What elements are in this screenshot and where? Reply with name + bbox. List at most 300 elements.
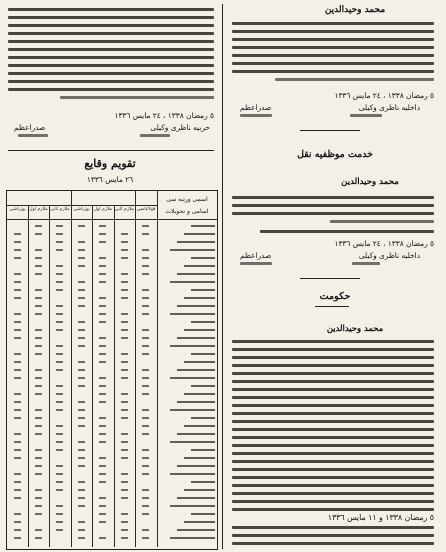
table-cell [14, 473, 21, 475]
table-cell [56, 489, 63, 491]
table-header-cell: ملازم ثانى [50, 207, 70, 212]
table-col-divider [135, 191, 136, 547]
table-cell [14, 537, 21, 539]
table-cell [56, 473, 63, 475]
table-cell [56, 329, 63, 331]
table-cell [78, 481, 85, 483]
table-cell [35, 337, 42, 339]
table-cell [142, 289, 149, 291]
table-cell [78, 441, 85, 443]
table-cell [142, 297, 149, 299]
row-label [177, 401, 215, 403]
table-cell [56, 321, 63, 323]
table-cell [121, 417, 128, 419]
table-label-header: اسمى ورتبه سى [166, 196, 208, 203]
table-cell [56, 433, 63, 435]
body-line [232, 492, 434, 495]
body-line [232, 372, 434, 375]
row-label [170, 249, 215, 251]
decree-1-signer-right: داخليه ناظرى وكيلى [358, 103, 420, 112]
table-cell [78, 297, 85, 299]
table-col-divider [92, 205, 93, 547]
body-line [232, 412, 434, 415]
table-cell [99, 281, 106, 283]
table-cell [14, 281, 21, 283]
row-label [191, 225, 215, 227]
table-cell [99, 441, 106, 443]
table-cell [99, 361, 106, 363]
row-label [177, 273, 215, 275]
row-label [184, 265, 215, 267]
table-cell [99, 393, 106, 395]
body-line [232, 420, 434, 423]
body-line [232, 54, 434, 57]
table-cell [56, 513, 63, 515]
table-cell [14, 313, 21, 315]
row-label [170, 537, 215, 539]
table-cell [142, 313, 149, 315]
body-line [8, 32, 214, 35]
table-cell [99, 385, 106, 387]
table-cell [78, 241, 85, 243]
table-cell [35, 369, 42, 371]
table-cell [14, 401, 21, 403]
table-header-cell: ملازم اول [29, 207, 48, 212]
table-cell [78, 521, 85, 523]
table-cell [142, 489, 149, 491]
table-cell [78, 409, 85, 411]
body-line [232, 46, 434, 49]
decree-1-signer-left: صدراعظم [240, 103, 272, 112]
table-cell [99, 497, 106, 499]
table-cell [35, 473, 42, 475]
body-line [232, 460, 434, 463]
table-cell [56, 521, 63, 523]
row-label [184, 393, 215, 395]
decree-top-signer-right: حربيه ناظرى وكيلى [150, 123, 210, 132]
body-line [275, 78, 434, 81]
table-cell [14, 449, 21, 451]
row-label [170, 377, 215, 379]
table-cell [99, 257, 106, 259]
body-line [232, 70, 434, 73]
table-cell [35, 417, 42, 419]
table-col-divider [114, 205, 115, 547]
table-cell [56, 345, 63, 347]
row-label [191, 385, 215, 387]
table-cell [35, 313, 42, 315]
table-cell [35, 305, 42, 307]
table-cell [142, 329, 149, 331]
body-line [232, 364, 434, 367]
body-line [232, 436, 434, 439]
table-cell [56, 265, 63, 267]
table-cell [121, 313, 128, 315]
table-cell [142, 345, 149, 347]
table-cell [99, 353, 106, 355]
table-cell [121, 409, 128, 411]
table-cell [78, 361, 85, 363]
table-cell [99, 521, 106, 523]
signer-name [18, 134, 48, 137]
table-col-divider [157, 191, 158, 547]
body-line [8, 24, 214, 27]
row-label [191, 449, 215, 451]
table-cell [121, 273, 128, 275]
table-cell [14, 433, 21, 435]
table-cell [142, 265, 149, 267]
row-label [170, 313, 215, 315]
decree-3-date-fragment: ٥ رمضان ١٣٣٨ و ١١ مايس ١٣٣٦ [327, 513, 434, 522]
table-cell [142, 385, 149, 387]
body-line [232, 196, 434, 199]
table-cell [14, 377, 21, 379]
table-cell [56, 313, 63, 315]
table-cell [14, 521, 21, 523]
table-cell [35, 249, 42, 251]
body-line [232, 508, 434, 511]
table-cell [35, 409, 42, 411]
table-cell [35, 289, 42, 291]
table-cell [14, 249, 21, 251]
table-cell [142, 465, 149, 467]
table-cell [78, 537, 85, 539]
table-cell [56, 449, 63, 451]
table-cell [121, 521, 128, 523]
masthead-title: تقويم وقايع [84, 157, 136, 170]
statistics-table [6, 190, 218, 550]
table-cell [56, 289, 63, 291]
table-cell [56, 401, 63, 403]
table-cell [78, 457, 85, 459]
table-cell [35, 513, 42, 515]
table-cell [142, 305, 149, 307]
table-cell [56, 369, 63, 371]
table-cell [14, 409, 21, 411]
table-cell [35, 489, 42, 491]
table-cell [56, 393, 63, 395]
table-cell [121, 393, 128, 395]
row-label [191, 321, 215, 323]
table-subheader: اسامى و تحويلات [165, 208, 209, 215]
table-cell [35, 353, 42, 355]
table-cell [142, 497, 149, 499]
table-cell [14, 289, 21, 291]
table-cell [56, 241, 63, 243]
table-cell [78, 465, 85, 467]
table-cell [78, 417, 85, 419]
body-line [232, 468, 434, 471]
table-header-cell: ملازم اول [93, 207, 113, 212]
table-cell [78, 321, 85, 323]
body-line [232, 542, 434, 545]
table-cell [99, 241, 106, 243]
table-cell [99, 297, 106, 299]
table-cell [56, 273, 63, 275]
table-cell [35, 537, 42, 539]
body-line [8, 40, 214, 43]
table-cell [56, 249, 63, 251]
heading-underline [315, 306, 349, 307]
table-cell [99, 313, 106, 315]
table-cell [142, 417, 149, 419]
table-cell [99, 337, 106, 339]
body-line [232, 212, 434, 215]
body-line [8, 56, 214, 59]
body-line [232, 500, 434, 503]
table-cell [121, 249, 128, 251]
body-line [232, 526, 434, 529]
table-cell [99, 233, 106, 235]
table-cell [78, 265, 85, 267]
table-cell [14, 329, 21, 331]
decree-1-date: ٥ رمضان ١٣٣٨ ، ٢٤ مايس ١٣٣٦ [334, 91, 434, 100]
body-line [232, 22, 434, 25]
table-cell [35, 257, 42, 259]
table-cell [121, 489, 128, 491]
table-cell [14, 353, 21, 355]
body-line [232, 348, 434, 351]
decree-3-signature: محمد وحيدالدين [326, 323, 384, 333]
body-line [8, 80, 214, 83]
table-cell [121, 441, 128, 443]
row-label [177, 497, 215, 499]
table-cell [35, 505, 42, 507]
table-cell [78, 425, 85, 427]
table-cell [99, 537, 106, 539]
table-cell [14, 497, 21, 499]
body-line [232, 444, 434, 447]
row-label [177, 529, 215, 531]
row-label [184, 361, 215, 363]
table-cell [99, 417, 106, 419]
table-cell [142, 425, 149, 427]
table-cell [99, 473, 106, 475]
table-cell [14, 417, 21, 419]
body-line [232, 396, 434, 399]
table-cell [56, 353, 63, 355]
table-cell [35, 433, 42, 435]
table-cell [56, 465, 63, 467]
table-cell [14, 481, 21, 483]
row-label [177, 305, 215, 307]
body-line [8, 16, 214, 19]
table-cell [121, 297, 128, 299]
body-line [260, 230, 434, 233]
row-label [184, 425, 215, 427]
table-cell [78, 529, 85, 531]
row-label [184, 521, 215, 523]
table-cell [142, 369, 149, 371]
body-line [232, 340, 434, 343]
body-line [232, 62, 434, 65]
table-cell [14, 241, 21, 243]
table-cell [121, 377, 128, 379]
table-cell [142, 377, 149, 379]
section-rule [300, 130, 360, 131]
table-cell [99, 273, 106, 275]
body-line [8, 88, 214, 91]
table-cell [56, 233, 63, 235]
row-label [191, 257, 215, 259]
table-col-divider [28, 205, 29, 547]
table-header-cell: يوزباشى [9, 207, 26, 212]
table-cell [56, 281, 63, 283]
row-label [184, 489, 215, 491]
body-line [8, 48, 214, 51]
table-cell [142, 249, 149, 251]
table-cell [99, 377, 106, 379]
row-label [170, 441, 215, 443]
body-line [232, 476, 434, 479]
section-heading-transfer: خدمت موظفيه نقل [297, 149, 373, 160]
table-cell [121, 513, 128, 515]
table-cell [35, 449, 42, 451]
table-cell [121, 529, 128, 531]
table-cell [35, 425, 42, 427]
table-cell [56, 529, 63, 531]
body-line [232, 38, 434, 41]
section-rule [300, 278, 360, 279]
table-cell [35, 233, 42, 235]
table-cell [121, 257, 128, 259]
row-label [191, 353, 215, 355]
decree-1-signature: محمد وحيدالدين [324, 5, 386, 15]
table-cell [14, 489, 21, 491]
table-header-rule [7, 219, 217, 220]
table-cell [35, 385, 42, 387]
row-label [184, 457, 215, 459]
row-label [177, 465, 215, 467]
body-line [60, 96, 214, 99]
table-cell [56, 385, 63, 387]
table-cell [35, 225, 42, 227]
table-cell [14, 529, 21, 531]
table-cell [121, 337, 128, 339]
table-cell [35, 529, 42, 531]
table-cell [121, 481, 128, 483]
table-cell [56, 505, 63, 507]
table-cell [56, 425, 63, 427]
row-label [184, 329, 215, 331]
table-cell [121, 233, 128, 235]
table-cell [121, 449, 128, 451]
body-line [8, 64, 214, 67]
body-line [232, 452, 434, 455]
table-cell [78, 401, 85, 403]
table-cell [78, 337, 85, 339]
row-label [191, 513, 215, 515]
table-cell [78, 257, 85, 259]
table-cell [121, 353, 128, 355]
table-cell [142, 233, 149, 235]
table-cell [56, 409, 63, 411]
section-heading-government: حكومت [319, 291, 351, 302]
row-label [170, 409, 215, 411]
row-label [177, 369, 215, 371]
table-cell [78, 449, 85, 451]
table-cell [14, 393, 21, 395]
table-cell [121, 329, 128, 331]
table-cell [99, 465, 106, 467]
masthead-rule [8, 150, 214, 151]
table-cell [78, 225, 85, 227]
table-cell [78, 305, 85, 307]
table-cell [14, 257, 21, 259]
decree-2-date: ٥ رمضان ١٣٣٨ ، ٢٤ مايس ١٣٣٦ [334, 239, 434, 248]
table-header-cell: قولاغاسى [136, 207, 156, 212]
table-cell [14, 513, 21, 515]
table-cell [78, 369, 85, 371]
table-cell [35, 457, 42, 459]
decree-top-date: ٥ رمضان ١٣٣٨ ، ٢٤ مايس ١٣٣٦ [114, 111, 214, 120]
column-divider [222, 4, 223, 549]
table-cell [78, 281, 85, 283]
table-cell [35, 265, 42, 267]
decree-top-signer-left: صدراعظم [14, 123, 46, 132]
table-cell [142, 513, 149, 515]
table-cell [121, 473, 128, 475]
table-cell [56, 361, 63, 363]
table-cell [78, 377, 85, 379]
table-cell [99, 265, 106, 267]
table-cell [121, 281, 128, 283]
table-cell [56, 225, 63, 227]
table-cell [14, 297, 21, 299]
table-cell [99, 481, 106, 483]
table-cell [142, 393, 149, 395]
table-cell [35, 297, 42, 299]
signer-name [350, 114, 382, 117]
body-line [232, 356, 434, 359]
table-header-cell: ملازم ثانى [114, 207, 135, 212]
table-cell [99, 425, 106, 427]
table-cell [35, 497, 42, 499]
table-cell [14, 321, 21, 323]
decree-2-signer-right: داخليه ناظرى وكيلى [358, 251, 420, 260]
table-cell [121, 241, 128, 243]
body-line [232, 404, 434, 407]
decree-2-signer-left: صدراعظم [240, 251, 272, 260]
table-cell [78, 249, 85, 251]
table-cell [99, 225, 106, 227]
table-cell [142, 353, 149, 355]
table-cell [78, 385, 85, 387]
table-cell [78, 289, 85, 291]
body-line [232, 428, 434, 431]
row-label [177, 337, 215, 339]
table-cell [142, 505, 149, 507]
table-cell [121, 321, 128, 323]
row-label [170, 505, 215, 507]
row-label [170, 473, 215, 475]
signer-name [240, 262, 272, 265]
table-cell [99, 457, 106, 459]
table-cell [14, 369, 21, 371]
table-cell [121, 289, 128, 291]
body-line [330, 220, 434, 223]
table-cell [78, 497, 85, 499]
masthead-date: ٢٦ مايس ١٣٣٦ [86, 175, 134, 184]
decree-2-signature: محمد وحيدالدين [341, 177, 399, 187]
table-cell [142, 409, 149, 411]
table-cell [56, 481, 63, 483]
table-cell [121, 369, 128, 371]
table-cell [142, 257, 149, 259]
table-cell [56, 305, 63, 307]
body-line [232, 380, 434, 383]
signer-name [240, 114, 272, 117]
